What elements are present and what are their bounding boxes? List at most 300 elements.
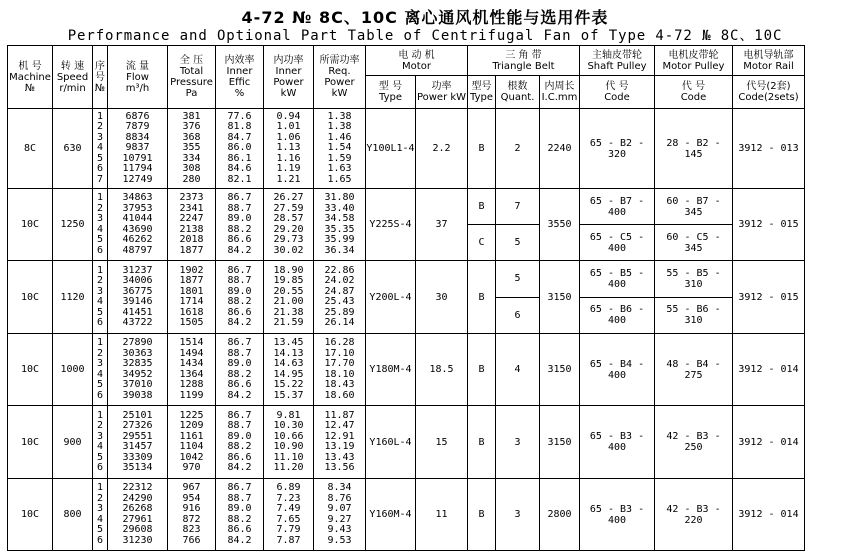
power-cell-value: 13.45 [273,337,304,348]
seq-cell-value: 4 [96,223,104,235]
seq-cell-stack [93,483,107,546]
efficiency-cell-value: 86.7 [227,337,252,348]
header-seq: 序 号 № [93,46,108,109]
pressure-cell-value: 1364 [179,368,204,380]
power-cell-value: 7.79 [276,524,301,535]
req-power-cell [314,109,366,189]
power-cell-value: 21.38 [273,306,304,318]
flow-cell-stack [108,338,167,401]
efficiency-cell-value: 86.0 [227,142,252,154]
req-power-cell-stack [314,483,365,546]
motor-type-cell: Y180M-4 [366,334,416,406]
seq-cell [93,406,108,479]
seq-cell [93,479,108,551]
req-power-cell-value: 13.19 [324,441,355,452]
seq-cell-value: 5 [96,524,104,535]
title-chinese: 4-72 № 8C、10C 离心通风机性能与选用件表 [241,8,609,27]
seq-cell-value: 2 [96,347,104,359]
seq-cell [93,109,108,189]
belt-ic-cell: 3150 [540,334,580,406]
req-power-cell-stack [314,411,365,474]
req-power-cell-value: 18.10 [324,368,355,380]
group-row [8,261,805,298]
pressure-cell-value: 1514 [179,337,204,348]
power-cell-value: 1.01 [276,121,301,133]
power-cell [264,261,314,334]
pressure-cell-value: 308 [182,163,201,175]
power-cell-value: 1.06 [276,131,301,143]
power-cell [264,189,314,261]
machine-cell: 8C [8,109,53,189]
shaft-code-cell: 65 - B2 - 320 [580,109,655,189]
seq-cell-value: 4 [96,513,104,525]
flow-cell-value: 34952 [122,368,153,380]
pressure-cell-value: 766 [182,534,201,546]
flow-cell-value: 9837 [125,142,150,154]
flow-cell-value: 24290 [122,492,153,504]
efficiency-cell-stack [216,266,263,329]
pressure-cell-value: 954 [182,492,201,504]
req-power-cell [314,334,366,406]
seq-cell-value: 4 [96,368,104,380]
motor-power-cell: 2.2 [416,109,468,189]
req-power-cell-stack [314,112,365,186]
pressure-cell-value: 1104 [179,441,204,452]
power-cell [264,109,314,189]
power-cell-stack [264,266,313,329]
flow-cell-value: 33309 [122,451,153,463]
power-cell-value: 21.59 [273,317,304,328]
flow-cell-value: 6876 [125,110,150,122]
req-power-cell-value: 17.70 [324,358,355,369]
power-cell-value: 21.00 [273,296,304,307]
shaft-code-cell: 65 - B6 - 400 [580,297,655,334]
motor-code-cell: 28 - B2 - 145 [655,109,733,189]
machine-cell: 10C [8,261,53,334]
flow-cell-value: 27326 [122,420,153,431]
motor-power-cell: 18.5 [416,334,468,406]
rail-code-cell: 3912 - 015 [733,261,805,334]
efficiency-cell-value: 77.6 [227,110,252,122]
efficiency-cell-value: 88.7 [227,492,252,504]
belt-type-cell: B [468,189,496,225]
flow-cell-value: 7879 [125,121,150,133]
motor-type-cell: Y160L-4 [366,406,416,479]
pressure-cell-value: 967 [182,482,201,493]
seq-cell-value: 4 [96,142,104,154]
req-power-cell-stack [314,266,365,329]
header-efficiency: 内效率 Inner Effic % [216,46,264,109]
flow-cell-stack [108,112,167,186]
pressure-cell-value: 1225 [179,409,204,421]
efficiency-cell-value: 89.0 [227,503,252,514]
pressure-cell-value: 381 [182,110,201,122]
req-power-cell-value: 35.99 [324,234,355,245]
motor-type-cell: Y100L1-4 [366,109,416,189]
header-belt-ic: 内周长 I.C.mm [540,76,580,109]
rail-code-cell: 3912 - 014 [733,406,805,479]
flow-cell-stack [108,411,167,474]
motor-type-cell: Y225S-4 [366,189,416,261]
power-cell-value: 7.23 [276,492,301,504]
power-cell-value: 27.59 [273,202,304,214]
req-power-cell-stack [314,338,365,401]
efficiency-cell [216,334,264,406]
group-row [8,109,805,189]
power-cell-stack [264,112,313,186]
flow-cell [108,334,168,406]
pressure-cell-value: 2018 [179,234,204,245]
flow-cell-value: 39038 [122,389,153,401]
shaft-code-cell: 65 - B7 - 400 [580,189,655,225]
req-power-cell-value: 12.91 [324,430,355,442]
seq-cell-value: 6 [96,462,104,473]
power-cell-value: 10.66 [273,430,304,442]
pressure-cell-value: 2138 [179,223,204,235]
req-power-cell-value: 9.27 [327,513,352,525]
efficiency-cell-stack [216,411,263,474]
power-cell-value: 28.57 [273,213,304,224]
seq-cell-stack [93,112,107,186]
motor-power-cell: 30 [416,261,468,334]
flow-cell-value: 12749 [122,173,153,185]
power-cell-value: 1.19 [276,163,301,175]
flow-cell [108,189,168,261]
seq-cell [93,261,108,334]
power-cell-value: 0.94 [276,110,301,122]
pressure-cell-value: 1199 [179,389,204,401]
flow-cell-value: 31237 [122,264,153,276]
power-cell-value: 26.27 [273,192,304,203]
pressure-cell-value: 1902 [179,264,204,276]
efficiency-cell-value: 84.2 [227,317,252,328]
req-power-cell-value: 1.38 [327,110,352,122]
power-cell-value: 7.49 [276,503,301,514]
belt-type-cell: C [468,225,496,261]
req-power-cell-value: 1.59 [327,152,352,164]
flow-cell-value: 37010 [122,379,153,390]
rail-code-cell: 3912 - 014 [733,479,805,551]
belt-type-cell: B [468,109,496,189]
flow-cell-value: 27961 [122,513,153,525]
belt-ic-cell: 3550 [540,189,580,261]
seq-cell-value: 3 [96,430,104,442]
pressure-cell-value: 1288 [179,379,204,390]
belt-quant-cell: 3 [496,479,540,551]
header-rail: 电机导轨部 Motor Rail [733,46,805,76]
efficiency-cell-value: 84.6 [227,163,252,175]
efficiency-cell-value: 88.7 [227,202,252,214]
req-power-cell-value: 36.34 [324,244,355,256]
header-motor-type: 型 号 Type [366,76,416,109]
pressure-cell-value: 1618 [179,306,204,318]
power-cell-value: 10.30 [273,420,304,431]
req-power-cell-value: 18.43 [324,379,355,390]
pressure-cell-value: 376 [182,121,201,133]
power-cell-value: 11.20 [273,462,304,473]
efficiency-cell-stack [216,193,263,256]
power-cell-value: 7.65 [276,513,301,525]
power-cell-stack [264,193,313,256]
machine-cell: 10C [8,479,53,551]
seq-cell-value: 2 [96,121,104,133]
machine-cell: 10C [8,334,53,406]
req-power-cell-value: 33.40 [324,202,355,214]
header-motor-power: 功率 Power kW [416,76,468,109]
req-power-cell-value: 1.46 [327,131,352,143]
efficiency-cell-value: 86.7 [227,192,252,203]
efficiency-cell-value: 82.1 [227,173,252,185]
speed-cell: 1000 [53,334,93,406]
header-belt-type: 型号 Type [468,76,496,109]
efficiency-cell [216,109,264,189]
flow-cell-value: 41451 [122,306,153,318]
belt-quant-cell: 5 [496,261,540,298]
efficiency-cell-value: 89.0 [227,358,252,369]
efficiency-cell-value: 89.0 [227,430,252,442]
power-cell-stack [264,483,313,546]
req-power-cell-value: 1.65 [327,173,352,185]
efficiency-cell-value: 89.0 [227,213,252,224]
header-machine: 机 号 Machine № [8,46,53,109]
power-cell-value: 19.85 [273,275,304,286]
pressure-cell [168,406,216,479]
power-cell-value: 29.20 [273,223,304,235]
motor-code-cell: 42 - B3 - 250 [655,406,733,479]
belt-ic-cell: 3150 [540,261,580,334]
pressure-cell-value: 1161 [179,430,204,442]
shaft-code-cell: 65 - B3 - 400 [580,406,655,479]
pressure-cell [168,334,216,406]
pressure-cell-stack [168,483,215,546]
motor-code-cell: 60 - B7 - 345 [655,189,733,225]
group-row [8,189,805,225]
req-power-cell [314,406,366,479]
seq-cell-value: 7 [96,173,104,185]
seq-cell-value: 3 [96,131,104,143]
power-cell-value: 7.87 [276,534,301,546]
efficiency-cell-value: 88.7 [227,347,252,359]
req-power-cell-value: 1.54 [327,142,352,154]
power-cell [264,406,314,479]
req-power-cell-value: 35.35 [324,223,355,235]
power-cell-value: 14.63 [273,358,304,369]
machine-cell: 10C [8,406,53,479]
shaft-code-cell: 65 - B5 - 400 [580,261,655,298]
req-power-cell-value: 8.34 [327,482,352,493]
pressure-cell-value: 916 [182,503,201,514]
group-row [8,334,805,406]
pressure-cell-value: 368 [182,131,201,143]
efficiency-cell-value: 88.2 [227,513,252,525]
efficiency-cell-value: 86.6 [227,451,252,463]
pressure-cell-stack [168,112,215,186]
flow-cell-value: 8834 [125,131,150,143]
flow-cell-value: 41044 [122,213,153,224]
flow-cell-value: 25101 [122,409,153,421]
seq-cell-value: 3 [96,358,104,369]
motor-code-cell: 60 - C5 - 345 [655,225,733,261]
header-motor-code: 代 号 Code [655,76,733,109]
header-belt-quant: 根数 Quant. [496,76,540,109]
efficiency-cell-stack [216,483,263,546]
pressure-cell [168,479,216,551]
header-flow: 流 量 Flow m³/h [108,46,168,109]
pressure-cell-value: 1494 [179,347,204,359]
pressure-cell-value: 1505 [179,317,204,328]
flow-cell-value: 11794 [122,163,153,175]
belt-quant-cell: 7 [496,189,540,225]
seq-cell-value: 2 [96,492,104,504]
req-power-cell-value: 1.63 [327,163,352,175]
rail-code-cell: 3912 - 014 [733,334,805,406]
req-power-cell-value: 34.58 [324,213,355,224]
seq-cell-value: 2 [96,420,104,431]
shaft-code-cell: 65 - B4 - 400 [580,334,655,406]
pressure-cell-value: 1877 [179,244,204,256]
pressure-cell-value: 970 [182,462,201,473]
power-cell-value: 11.10 [273,451,304,463]
req-power-cell-value: 9.53 [327,534,352,546]
efficiency-cell-value: 88.7 [227,420,252,431]
power-cell-value: 14.95 [273,368,304,380]
flow-cell-value: 48797 [122,244,153,256]
efficiency-cell [216,406,264,479]
seq-cell-value: 5 [96,306,104,318]
power-cell-value: 1.21 [276,173,301,185]
req-power-cell-value: 24.02 [324,275,355,286]
efficiency-cell-stack [216,112,263,186]
pressure-cell-stack [168,411,215,474]
flow-cell-value: 39146 [122,296,153,307]
efficiency-cell-value: 86.6 [227,524,252,535]
efficiency-cell-value: 86.1 [227,152,252,164]
req-power-cell-value: 24.87 [324,285,355,297]
seq-cell-stack [93,411,107,474]
belt-type-cell: B [468,261,496,334]
seq-cell-value: 1 [96,409,104,421]
pressure-cell-stack [168,266,215,329]
req-power-cell-value: 13.56 [324,462,355,473]
pressure-cell-value: 1714 [179,296,204,307]
pressure-cell-value: 2341 [179,202,204,214]
flow-cell-value: 37953 [122,202,153,214]
header-shaft-pulley: 主轴皮带轮 Shaft Pulley [580,46,655,76]
belt-quant-cell: 3 [496,406,540,479]
seq-cell-value: 1 [96,337,104,348]
req-power-cell-value: 18.60 [324,389,355,401]
header-req-power: 所需功率 Req. Power kW [314,46,366,109]
flow-cell-value: 30363 [122,347,153,359]
seq-cell-value: 1 [96,482,104,493]
req-power-cell-value: 1.38 [327,121,352,133]
efficiency-cell-value: 88.2 [227,296,252,307]
header-power: 内功率 Inner Power kW [264,46,314,109]
belt-quant-cell: 2 [496,109,540,189]
seq-cell-value: 6 [96,317,104,328]
efficiency-cell-value: 86.7 [227,264,252,276]
power-cell-value: 14.13 [273,347,304,359]
power-cell-value: 30.02 [273,244,304,256]
pressure-cell-value: 280 [182,173,201,185]
flow-cell-value: 35134 [122,462,153,473]
power-cell-value: 1.13 [276,142,301,154]
flow-cell-value: 31457 [122,441,153,452]
req-power-cell-stack [314,193,365,256]
power-cell-value: 20.55 [273,285,304,297]
flow-cell-value: 29608 [122,524,153,535]
seq-cell-value: 3 [96,213,104,224]
flow-cell-value: 43690 [122,223,153,235]
flow-cell-value: 46262 [122,234,153,245]
seq-cell-value: 2 [96,202,104,214]
flow-cell-stack [108,483,167,546]
efficiency-cell [216,261,264,334]
power-cell-stack [264,411,313,474]
pressure-cell-value: 1042 [179,451,204,463]
belt-type-cell: B [468,334,496,406]
flow-cell-value: 29551 [122,430,153,442]
seq-cell-value: 3 [96,503,104,514]
seq-cell-value: 6 [96,244,104,256]
seq-cell-stack [93,266,107,329]
seq-cell-value: 4 [96,441,104,452]
req-power-cell-value: 12.47 [324,420,355,431]
power-cell-stack [264,338,313,401]
flow-cell [108,261,168,334]
efficiency-cell [216,479,264,551]
seq-cell [93,334,108,406]
header-speed: 转 速 Speed r/min [53,46,93,109]
group-row [8,406,805,479]
power-cell-value: 15.37 [273,389,304,401]
efficiency-cell-value: 84.7 [227,131,252,143]
seq-cell-value: 5 [96,152,104,164]
req-power-cell [314,261,366,334]
efficiency-cell-stack [216,338,263,401]
pressure-cell-value: 872 [182,513,201,525]
motor-power-cell: 37 [416,189,468,261]
efficiency-cell-value: 84.2 [227,244,252,256]
motor-type-cell: Y160M-4 [366,479,416,551]
belt-quant-cell: 4 [496,334,540,406]
power-cell-value: 15.22 [273,379,304,390]
header-shaft-code: 代 号 Code [580,76,655,109]
seq-cell-stack [93,338,107,401]
shaft-code-cell: 65 - B3 - 400 [580,479,655,551]
speed-cell: 800 [53,479,93,551]
efficiency-cell-value: 86.7 [227,409,252,421]
flow-cell-value: 26268 [122,503,153,514]
seq-cell-value: 1 [96,192,104,203]
efficiency-cell-value: 86.6 [227,234,252,245]
req-power-cell-value: 13.43 [324,451,355,463]
seq-cell-value: 5 [96,451,104,463]
motor-power-cell: 11 [416,479,468,551]
speed-cell: 900 [53,406,93,479]
flow-cell-value: 36775 [122,285,153,297]
efficiency-cell-value: 88.2 [227,368,252,380]
header-rail-code: 代号(2套) Code(2sets) [733,76,805,109]
group-row [8,479,805,551]
power-cell-value: 6.89 [276,482,301,493]
header-row-1 [8,46,805,76]
pressure-cell-value: 823 [182,524,201,535]
seq-cell-value: 3 [96,285,104,297]
performance-table [7,45,805,551]
efficiency-cell-value: 86.7 [227,482,252,493]
rail-code-cell: 3912 - 015 [733,189,805,261]
